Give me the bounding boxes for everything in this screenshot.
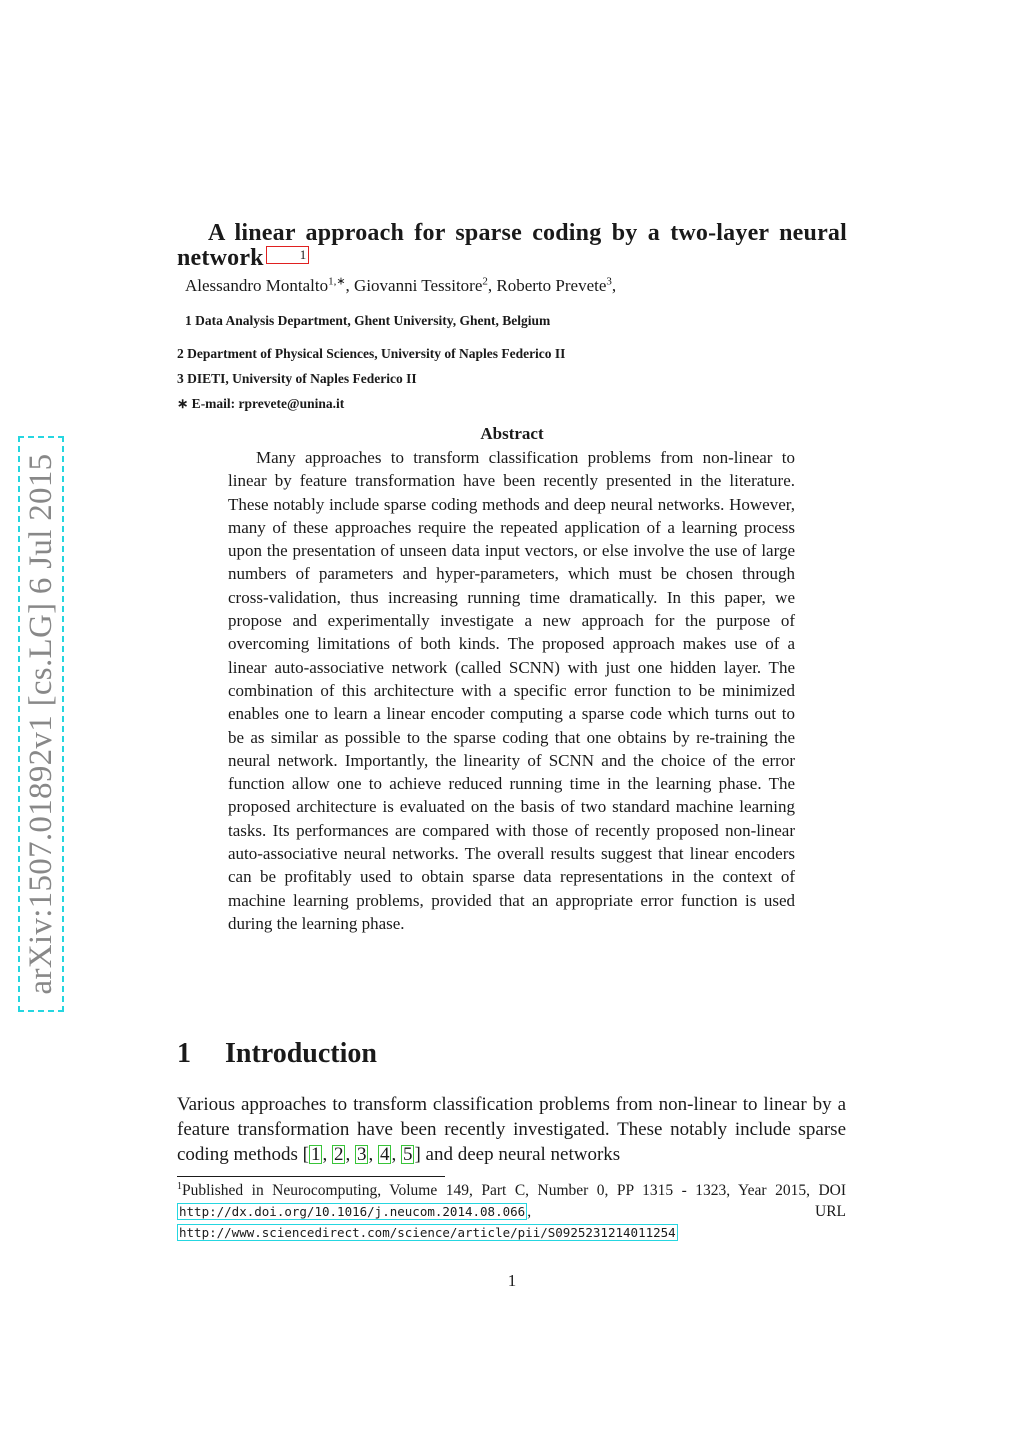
intro-text: Various approaches to transform classification problems from non-linear to linear by a feature transformation have been recently investigated. These notably include sparse coding methods — [177, 1094, 846, 1165]
affiliation-1: 1 Data Analysis Department, Ghent University, Ghent, Belgium — [185, 313, 551, 328]
page-number: 1 — [507, 1271, 517, 1290]
author-marks: 3 — [606, 275, 612, 288]
citation-link[interactable]: 3 — [356, 1144, 367, 1165]
citation-link[interactable]: 5 — [402, 1144, 413, 1165]
paper-title — [177, 221, 847, 271]
contact-email: ∗ E-mail: rprevete@unina.it — [177, 396, 345, 411]
footnote-mark: 1 — [177, 1180, 182, 1192]
section-number: 1 — [177, 1038, 191, 1069]
citation-link[interactable]: 2 — [333, 1144, 344, 1165]
author-marks: 1,∗ — [328, 275, 346, 288]
intro-paragraph: Various approaches to transform classification problems from non-linear to linear by a feature transformation have been recently investigated. These notably include sparse coding methods [ 1 , 2 , 3 , 4 , 5 ] and deep neural networks — [177, 1094, 846, 1165]
section-heading — [177, 1038, 377, 1070]
author-list — [185, 275, 845, 297]
citation-link[interactable]: 1 — [310, 1144, 321, 1165]
title-text: A linear approach for sparse coding by a two-layer neural network — [177, 220, 847, 271]
author-name: Alessandro Montalto — [185, 276, 329, 295]
citation-link[interactable]: 4 — [379, 1144, 390, 1165]
author-name: Roberto Prevete — [496, 276, 607, 295]
section-title: Introduction — [225, 1038, 377, 1069]
footnote — [177, 1180, 846, 1243]
sciencedirect-link[interactable]: http://www.sciencedirect.com/science/article/pii/S0925231214011254 — [179, 1225, 676, 1240]
arxiv-stamp[interactable]: arXiv:1507.01892v1 [cs.LG] 6 Jul 2015 — [18, 436, 64, 1012]
abstract-body: Many approaches to transform classification problems from non-linear to linear by feature transformation have been recently presented in the literature. These notably include sparse coding methods and deep neural networks. However, many of these approaches require the repeated application of a learning process upon the presentation of unseen data input vectors, or else involve the use of large numbers of parameters and hyper-parameters, which must be chosen through cross-validation, thus increasing running time dramatically. In this paper, we propose and experimentally investigate a new approach for the purpose of overcoming limitations of both kinds. The proposed approach makes use of a linear auto-associative network (called SCNN) with just one hidden layer. The combination of this architecture with a specific error function to be minimized enables one to learn a linear encoder computing a sparse code which turns out to be as similar as possible to the sparse coding that one obtains by re-training the neural network. Importantly, the linearity of SCNN and the choice of the error function allow one to achieve reduced running time in the learning phase. The proposed architecture is evaluated on the basis of two standard machine learning tasks. Its performances are compared with those of recently proposed non-linear auto-associative neural networks. The overall results suggest that linear encoders can be profitably used to obtain sparse data representations in the context of machine learning problems, provided that an appropriate error function is used during the learning phase. — [228, 448, 795, 933]
footnote-url-label: , URL — [527, 1203, 846, 1220]
author-separator: , — [487, 276, 497, 295]
author-name: Giovanni Tessitore — [354, 276, 483, 295]
author-separator: , — [611, 276, 617, 295]
author-separator: , — [345, 276, 355, 295]
footnote-rule — [177, 1176, 445, 1177]
intro-text: and deep neural networks — [420, 1144, 621, 1165]
abstract-heading: Abstract — [480, 424, 544, 443]
affiliation-2: 2 Department of Physical Sciences, University of Naples Federico II — [177, 346, 566, 361]
title-footnote-link[interactable]: 1 — [266, 246, 310, 264]
author-marks: 2 — [482, 275, 488, 288]
footnote-text: Published in Neurocomputing, Volume 149, Part C, Number 0, PP 1315 - 1323, Year 2015, DOI — [182, 1182, 846, 1199]
affiliation-3: 3 DIETI, University of Naples Federico II — [177, 371, 417, 386]
doi-link[interactable]: http://dx.doi.org/10.1016/j.neucom.2014.08.066 — [179, 1204, 526, 1219]
